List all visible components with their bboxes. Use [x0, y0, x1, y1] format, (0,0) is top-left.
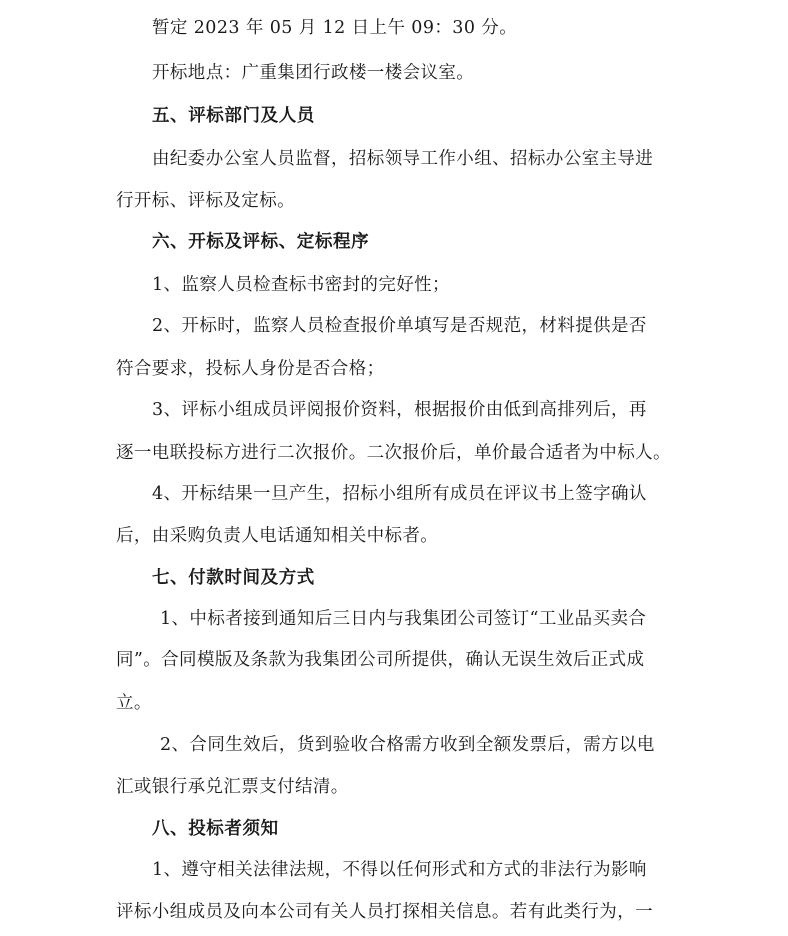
paragraph-line: 4、开标结果一旦产生，招标小组所有成员在评议书上签字确认	[152, 484, 647, 504]
paragraph-line: 符合要求，投标人身份是否合格；	[116, 359, 385, 379]
paragraph-line: 同”。合同模版及条款为我集团公司所提供，确认无误生效后正式成	[116, 650, 645, 670]
section-heading-7: 七、付款时间及方式	[152, 568, 315, 588]
paragraph-line: 2、合同生效后，货到验收合格需方收到全额发票后，需方以电	[160, 735, 655, 755]
section-heading-8: 八、投标者须知	[152, 819, 279, 839]
paragraph-line: 1、中标者接到通知后三日内与我集团公司签订“工业品买卖合	[160, 609, 647, 629]
paragraph-line: 立。	[116, 693, 152, 713]
section-heading-6: 六、开标及评标、定标程序	[152, 232, 370, 252]
paragraph-line: 行开标、评标及定标。	[116, 191, 295, 211]
opening-time-line: 暂定 2023 年 05 月 12 日上午 09：30 分。	[152, 18, 518, 38]
paragraph-line: 1、监察人员检查标书密封的完好性；	[152, 275, 450, 295]
paragraph-line: 评标小组成员及向本公司有关人员打探相关信息。若有此类行为，一	[116, 902, 653, 922]
paragraph-line: 1、遵守相关法律法规，不得以任何形式和方式的非法行为影响	[152, 860, 647, 880]
paragraph-line: 汇或银行承兑汇票支付结清。	[116, 777, 349, 797]
paragraph-line: 后，由采购负责人电话通知相关中标者。	[116, 526, 439, 546]
opening-place-line: 开标地点：广重集团行政楼一楼会议室。	[152, 63, 475, 83]
paragraph-line: 2、开标时，监察人员检查报价单填写是否规范，材料提供是否	[152, 316, 647, 336]
section-heading-5: 五、评标部门及人员	[152, 106, 315, 126]
paragraph-line: 3、评标小组成员评阅报价资料，根据报价由低到高排列后，再	[152, 400, 647, 420]
paragraph-line: 由纪委办公室人员监督，招标领导工作小组、招标办公室主导进	[152, 149, 654, 169]
paragraph-line: 逐一电联投标方进行二次报价。二次报价后，单价最合适者为中标人。	[116, 443, 671, 463]
